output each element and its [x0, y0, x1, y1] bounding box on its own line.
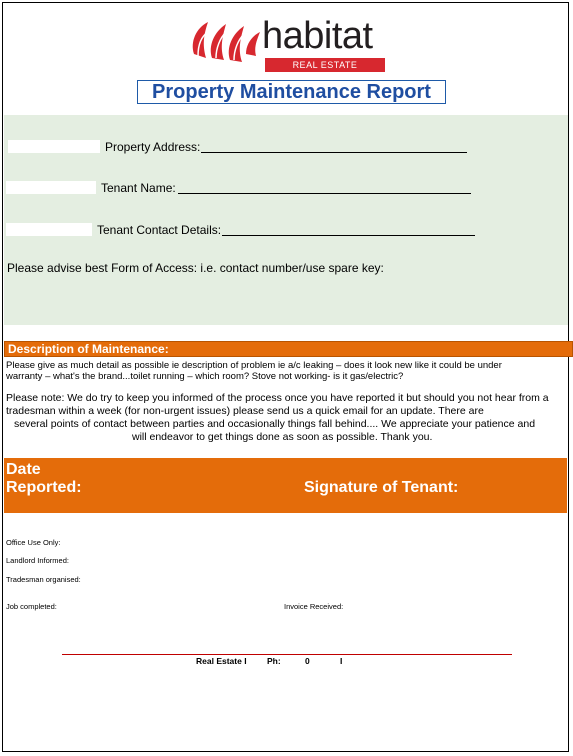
footer-separator: I [340, 656, 343, 666]
date-label-line-2: Reported: [6, 479, 82, 496]
brand-subtitle: REAL ESTATE [265, 58, 385, 72]
tenant-name-blank-cell[interactable] [6, 181, 96, 194]
office-use-label: Office Use Only: [6, 538, 61, 547]
note-line-3: several points of contact between parties and occasionally things fall behind.... We appreciate your patience and [14, 418, 536, 430]
signature-label: Signature of Tenant: [304, 479, 459, 496]
footer-phone-label: Ph: [267, 656, 281, 666]
address-blank-cell[interactable] [8, 140, 100, 153]
note-line-1: Please note: We do try to keep you informed of the process once you have reported it but should you not hear from a [6, 392, 549, 404]
description-line-1: Please give as much detail as possible ie description of problem ie a/c leaking – does it look new like it could be under [6, 360, 502, 371]
note-line-2: tradesman within a week (for non-urgent issues) please send us a quick email for an update. There are [6, 405, 484, 417]
tenant-contact-label: Tenant Contact Details: [97, 223, 222, 237]
description-header [4, 341, 573, 357]
property-address-label: Property Address: [105, 140, 201, 154]
property-address-line[interactable] [201, 152, 467, 153]
tenant-name-label: Tenant Name: [101, 181, 176, 195]
tenant-name-line[interactable] [178, 193, 471, 194]
footer-phone-value: 0 [305, 656, 310, 666]
job-completed-label: Job completed: [6, 602, 57, 611]
access-label: Please advise best Form of Access: i.e. contact number/use spare key: [7, 261, 384, 275]
landlord-informed-label: Landlord Informed: [6, 556, 69, 565]
description-line-2: warranty – what's the brand...toilet running – which room? Stove not working- is it gas/electric? [6, 371, 404, 382]
contact-blank-cell[interactable] [6, 223, 92, 236]
tradesman-organised-label: Tradesman organised: [6, 575, 81, 584]
brand-name: habitat [262, 15, 373, 57]
sign-block [4, 458, 567, 513]
description-header-label: Description of Maintenance: [8, 342, 169, 356]
invoice-received-label: Invoice Received: [284, 602, 344, 611]
footer-agency: Real Estate I [196, 656, 247, 666]
note-line-4: will endeavor to get things done as soon as possible. Thank you. [132, 431, 433, 443]
footer-divider [62, 654, 512, 655]
tenant-contact-line[interactable] [222, 235, 475, 236]
date-label-line-1: Date [6, 461, 41, 478]
page-title: Property Maintenance Report [137, 80, 446, 104]
